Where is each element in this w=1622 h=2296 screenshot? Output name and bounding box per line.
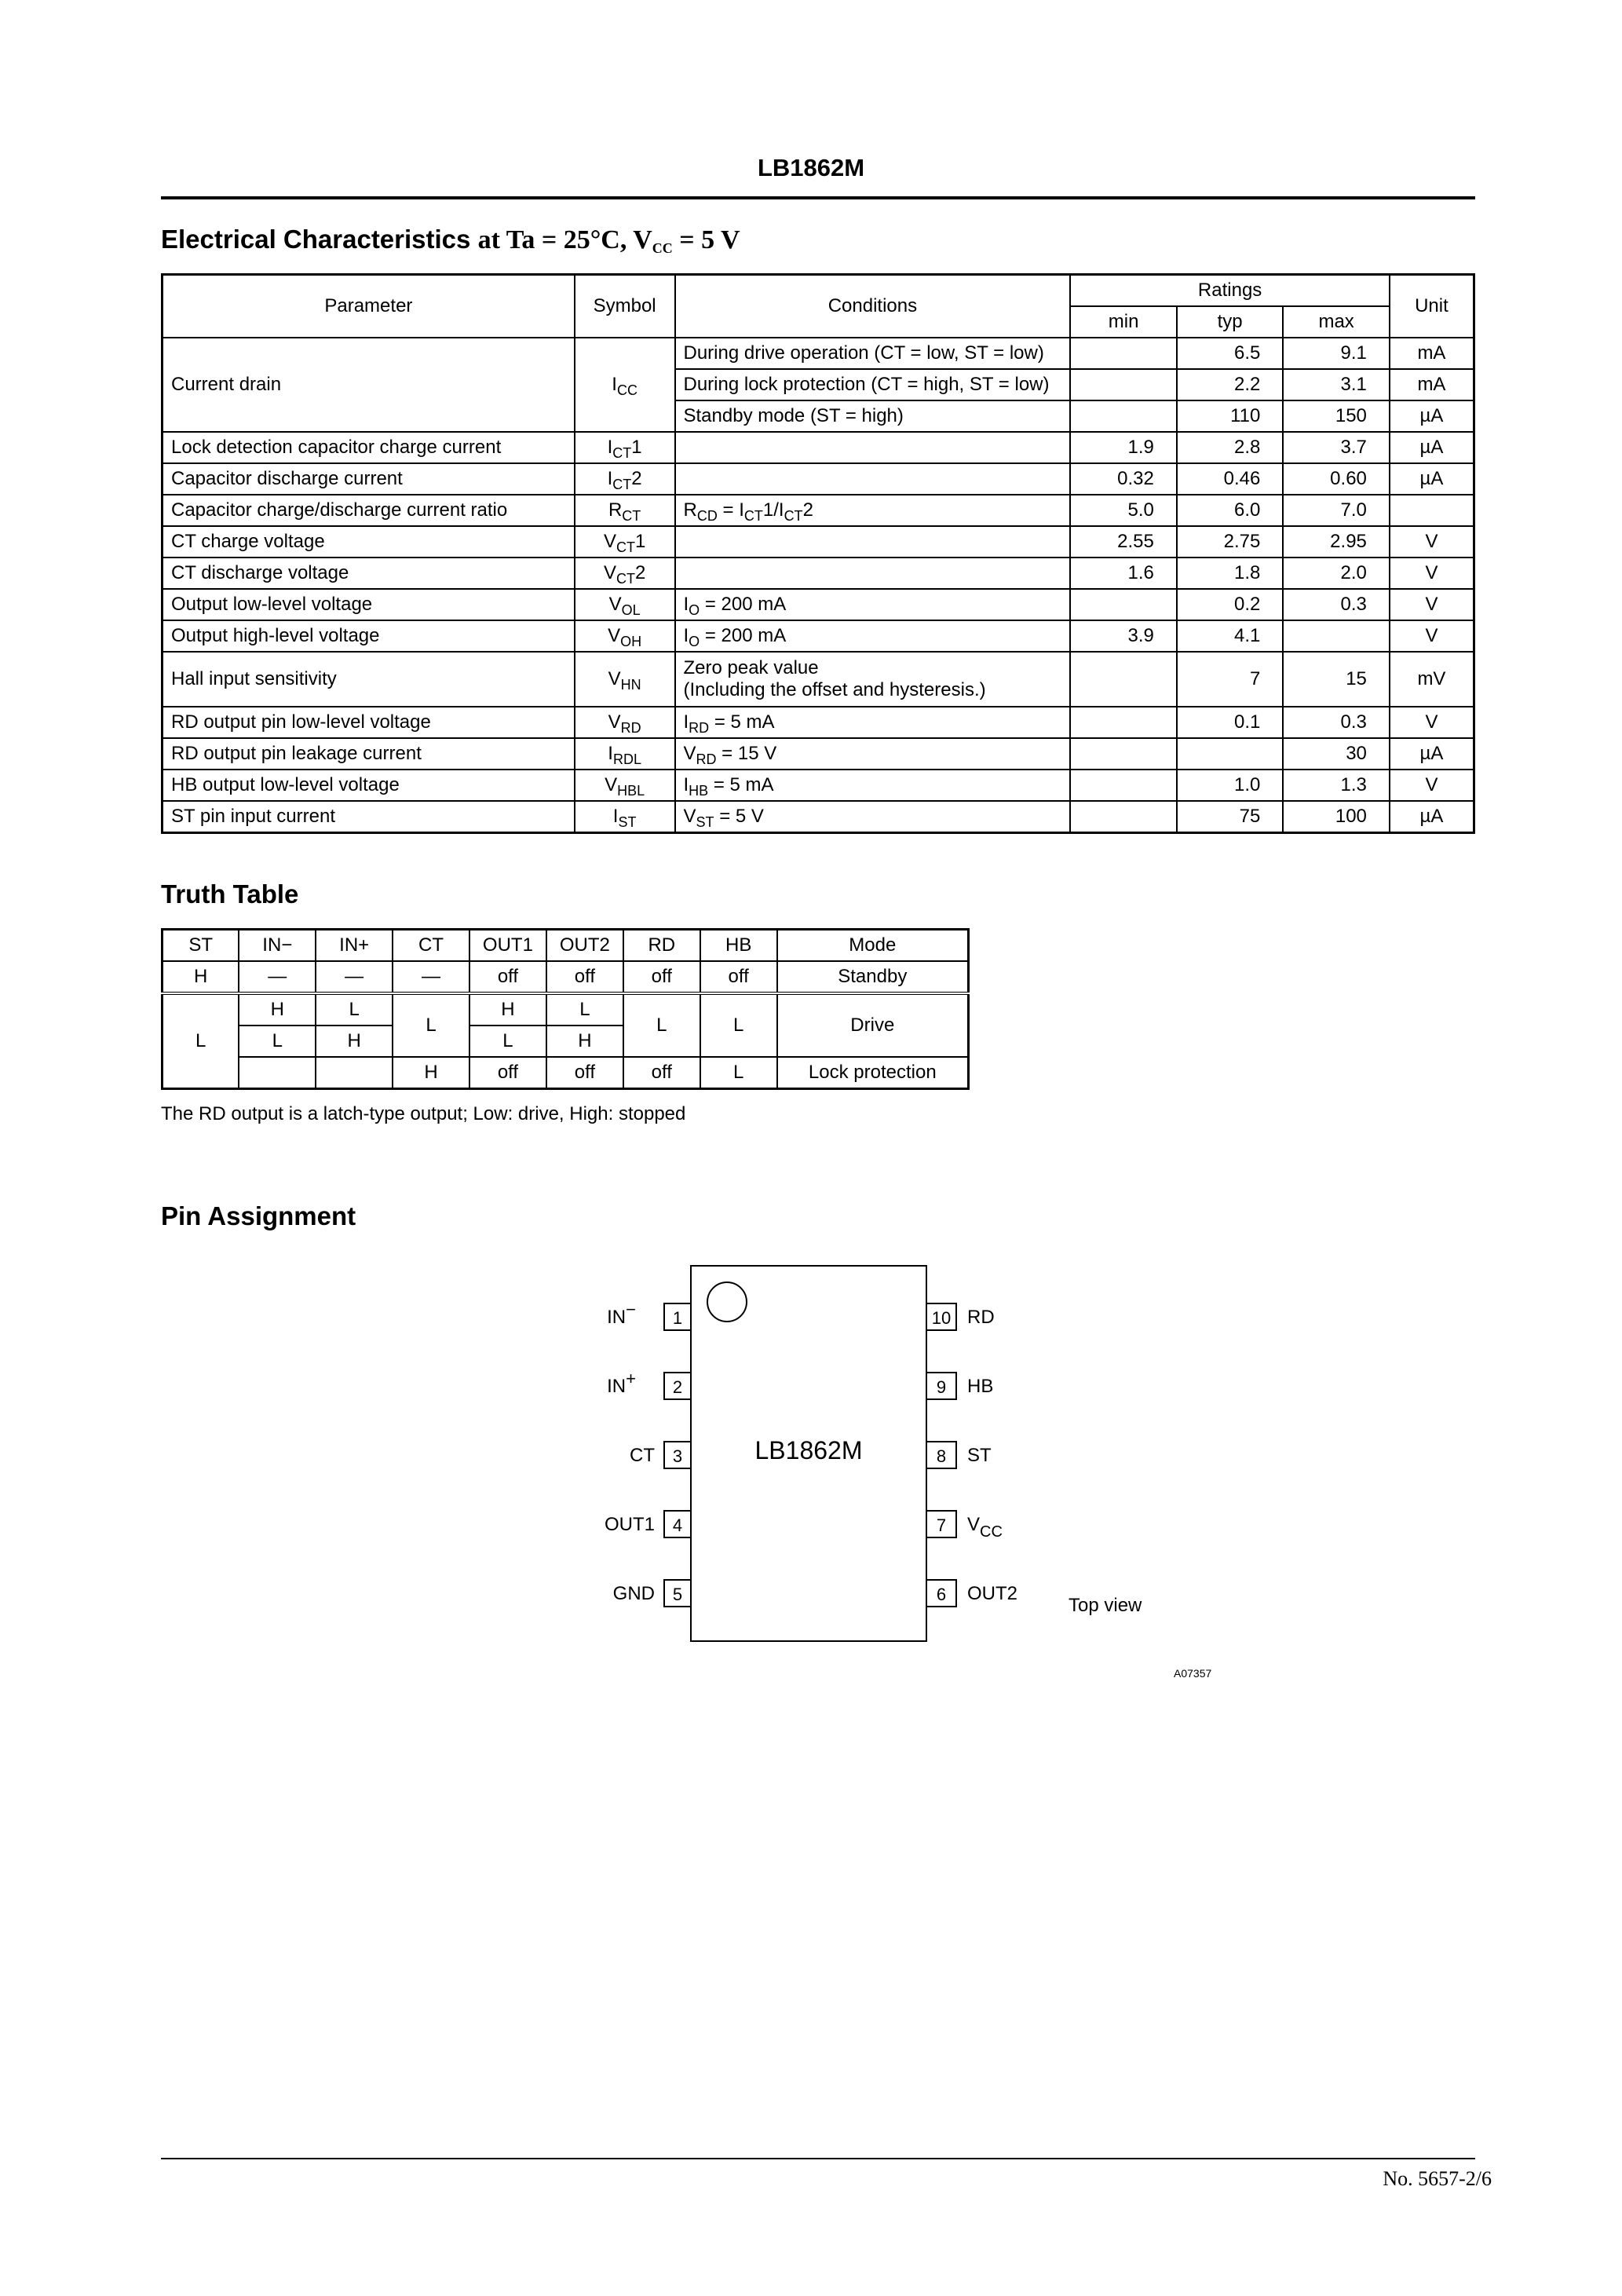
parameter-cell: Hall input sensitivity: [163, 652, 575, 707]
cell: off: [546, 961, 623, 993]
svg-text:IN−: IN−: [607, 1300, 636, 1328]
svg-text:3: 3: [672, 1446, 683, 1466]
pin-assignment-title: Pin Assignment: [161, 1201, 356, 1230]
typ-cell: 2.8: [1177, 432, 1284, 463]
typ-cell: 4.1: [1177, 620, 1284, 652]
left-pin-1: [607, 1300, 691, 1330]
cell: H: [163, 961, 239, 993]
parameter-cell: CT discharge voltage: [163, 558, 575, 589]
symbol-cell: $V_{HBL}$: [575, 770, 675, 801]
unit-cell: V: [1390, 620, 1474, 652]
header-in-plus: IN+: [316, 930, 393, 962]
unit-cell: V: [1390, 589, 1474, 620]
conditions-cell: $I_{RD} = 5$ mA: [675, 707, 1071, 738]
cell: H: [469, 993, 546, 1026]
conditions-cell: Standby mode (ST = high): [675, 400, 1071, 432]
symbol-cell: $I_{CT}2$: [575, 463, 675, 495]
right-pin-9: [926, 1373, 993, 1399]
left-pin-4: [605, 1511, 691, 1537]
typ-cell: 0.1: [1177, 707, 1284, 738]
header-rd: RD: [623, 930, 700, 962]
svg-text:4: 4: [672, 1515, 683, 1535]
cell: off: [700, 961, 777, 993]
footer-rule: [161, 2158, 1475, 2159]
min-cell: 2.55: [1070, 526, 1177, 558]
min-cell: 3.9: [1070, 620, 1177, 652]
max-cell: 30: [1283, 738, 1390, 770]
symbol-cell: $R_{CT}$: [575, 495, 675, 526]
svg-text:OUT1: OUT1: [604, 1514, 655, 1535]
min-cell: 1.6: [1070, 558, 1177, 589]
unit-cell: V: [1390, 707, 1474, 738]
svg-text:10: 10: [931, 1308, 952, 1328]
symbol-cell: $V_{OL}$: [575, 589, 675, 620]
typ-cell: 75: [1177, 801, 1284, 833]
max-cell: 0.60: [1283, 463, 1390, 495]
svg-text:RD: RD: [967, 1307, 995, 1328]
mode-cell: Lock protection: [777, 1057, 969, 1089]
symbol-cell: $V_{OH}$: [575, 620, 675, 652]
svg-text:6: 6: [936, 1585, 947, 1604]
left-pin-3: [630, 1442, 691, 1468]
header-symbol: Symbol: [575, 275, 675, 338]
max-cell: 7.0: [1283, 495, 1390, 526]
cell: H: [316, 1026, 393, 1057]
svg-text:GND: GND: [612, 1583, 655, 1604]
left-pin-5: [613, 1580, 691, 1607]
unit-cell: V: [1390, 770, 1474, 801]
header-typ: typ: [1177, 306, 1284, 338]
symbol-icc: $I_{CC}$: [575, 338, 675, 432]
conditions-cell: $I_{HB} = 5$ mA: [675, 770, 1071, 801]
conditions-cell: $I_O = 200$ mA: [675, 589, 1071, 620]
symbol-cell: $I_{CT}1$: [575, 432, 675, 463]
parameter-cell: ST pin input current: [163, 801, 575, 833]
header-ct: CT: [393, 930, 469, 962]
symbol-cell: $V_{RD}$: [575, 707, 675, 738]
conditions-cell: $R_{CD} = I_{CT}1/I_{CT}2$: [675, 495, 1071, 526]
unit-cell: µA: [1390, 738, 1474, 770]
parameter-cell: CT charge voltage: [163, 526, 575, 558]
header-st: ST: [163, 930, 239, 962]
typ-cell: 7: [1177, 652, 1284, 707]
cell: —: [393, 961, 469, 993]
cell: off: [623, 961, 700, 993]
max-cell: 100: [1283, 801, 1390, 833]
typ-cell: 0.46: [1177, 463, 1284, 495]
cell: L: [239, 1026, 316, 1057]
header-parameter: Parameter: [163, 275, 575, 338]
right-pin-8: [926, 1442, 992, 1468]
cell: off: [469, 961, 546, 993]
symbol-cell: $I_{RDL}$: [575, 738, 675, 770]
symbol-cell: $V_{CT}1$: [575, 526, 675, 558]
svg-text:2: 2: [672, 1377, 683, 1397]
svg-text:9: 9: [936, 1377, 947, 1397]
svg-text:1: 1: [672, 1308, 683, 1328]
min-cell: 5.0: [1070, 495, 1177, 526]
parameter-cell: RD output pin leakage current: [163, 738, 575, 770]
cell: H: [393, 1057, 469, 1089]
header-conditions: Conditions: [675, 275, 1071, 338]
parameter-cell: Output low-level voltage: [163, 589, 575, 620]
symbol-cell: $V_{CT}2$: [575, 558, 675, 589]
conditions-cell: During lock protection (CT = high, ST = low): [675, 369, 1071, 400]
param-current-drain: Current drain: [163, 338, 575, 432]
cell: L: [623, 993, 700, 1057]
conditions-cell: $V_{RD} = 15$ V: [675, 738, 1071, 770]
svg-text:5: 5: [672, 1585, 683, 1604]
max-cell: 2.0: [1283, 558, 1390, 589]
max-cell: 0.3: [1283, 589, 1390, 620]
svg-text:8: 8: [936, 1446, 947, 1466]
parameter-cell: Capacitor charge/discharge current ratio: [163, 495, 575, 526]
conditions-cell: $V_{ST} = 5$ V: [675, 801, 1071, 833]
cell: off: [623, 1057, 700, 1089]
max-cell: 15: [1283, 652, 1390, 707]
parameter-cell: Capacitor discharge current: [163, 463, 575, 495]
drawing-code: A07357: [1174, 1667, 1212, 1680]
svg-text:7: 7: [936, 1515, 947, 1535]
max-cell: 0.3: [1283, 707, 1390, 738]
unit-cell: µA: [1390, 801, 1474, 833]
conditions-cell: $I_O = 200$ mA: [675, 620, 1071, 652]
truth-table-note: The RD output is a latch-type output; Low: drive, High: stopped: [161, 1103, 686, 1124]
conditions-cell: Zero peak value (Including the offset and hysteresis.): [675, 652, 1071, 707]
typ-cell: 6.0: [1177, 495, 1284, 526]
electrical-title-condition: at Ta = 25°C, $V_{CC} = 5$ V: [477, 225, 740, 256]
svg-text:ST: ST: [967, 1445, 992, 1466]
cell: off: [546, 1057, 623, 1089]
unit-cell: mV: [1390, 652, 1474, 707]
symbol-cell: $V_{HN}$: [575, 652, 675, 707]
right-pin-10: [926, 1303, 995, 1330]
cell: L: [469, 1026, 546, 1057]
left-pin-2: [607, 1369, 691, 1399]
min-cell: 1.9: [1070, 432, 1177, 463]
max-cell: 9.1: [1283, 338, 1390, 369]
typ-cell: 6.5: [1177, 338, 1284, 369]
max-cell: 150: [1283, 400, 1390, 432]
cell: L: [163, 993, 239, 1089]
electrical-title-main: Electrical Characteristics: [161, 225, 471, 254]
chip-label: LB1862M: [754, 1436, 863, 1464]
typ-cell: 1.0: [1177, 770, 1284, 801]
header-max: max: [1283, 306, 1390, 338]
max-cell: 3.7: [1283, 432, 1390, 463]
header-min: min: [1070, 306, 1177, 338]
svg-text:VCC: $V_{CC}$: [967, 1514, 1003, 1541]
parameter-cell: Output high-level voltage: [163, 620, 575, 652]
cell: H: [546, 1026, 623, 1057]
pin1-marker-icon: [707, 1282, 747, 1322]
typ-cell: 2.2: [1177, 369, 1284, 400]
header-mode: Mode: [777, 930, 969, 962]
cell: L: [546, 993, 623, 1026]
parameter-cell: HB output low-level voltage: [163, 770, 575, 801]
part-number-header: LB1862M: [757, 154, 865, 181]
unit-cell: V: [1390, 558, 1474, 589]
cell: off: [469, 1057, 546, 1089]
typ-cell: 1.8: [1177, 558, 1284, 589]
cell: H: [239, 993, 316, 1026]
unit-cell: V: [1390, 526, 1474, 558]
header-hb: HB: [700, 930, 777, 962]
header-unit: Unit: [1390, 275, 1474, 338]
svg-text:HB: HB: [967, 1376, 994, 1397]
right-pin-7: [926, 1511, 1003, 1541]
header-in-minus: IN−: [239, 930, 316, 962]
document-number: No. 5657-2/6: [1383, 2167, 1492, 2190]
typ-cell: 2.75: [1177, 526, 1284, 558]
svg-text:CT: CT: [630, 1445, 655, 1466]
min-cell: 0.32: [1070, 463, 1177, 495]
typ-cell: 110: [1177, 400, 1284, 432]
cell: L: [700, 993, 777, 1057]
max-cell: 3.1: [1283, 369, 1390, 400]
typ-cell: 0.2: [1177, 589, 1284, 620]
max-cell: 1.3: [1283, 770, 1390, 801]
header-out2: OUT2: [546, 930, 623, 962]
unit-cell: mA: [1390, 369, 1474, 400]
cell: —: [316, 961, 393, 993]
mode-cell: Drive: [777, 993, 969, 1057]
unit-cell: µA: [1390, 400, 1474, 432]
right-pin-6: [926, 1580, 1017, 1607]
conditions-cell: During drive operation (CT = low, ST = low): [675, 338, 1071, 369]
svg-text:IN+: IN+: [607, 1369, 636, 1397]
max-cell: 2.95: [1283, 526, 1390, 558]
header-out1: OUT1: [469, 930, 546, 962]
svg-text:OUT2: OUT2: [967, 1583, 1018, 1604]
top-view-label: Top view: [1069, 1595, 1142, 1616]
unit-cell: µA: [1390, 463, 1474, 495]
cell: L: [316, 993, 393, 1026]
truth-table-title: Truth Table: [161, 879, 299, 909]
cell: L: [700, 1057, 777, 1089]
cell: —: [239, 961, 316, 993]
symbol-cell: $I_{ST}$: [575, 801, 675, 833]
parameter-cell: Lock detection capacitor charge current: [163, 432, 575, 463]
parameter-cell: RD output pin low-level voltage: [163, 707, 575, 738]
unit-cell: µA: [1390, 432, 1474, 463]
cell: L: [393, 993, 469, 1057]
header-ratings: Ratings: [1070, 275, 1390, 307]
mode-cell: Standby: [777, 961, 969, 993]
unit-cell: mA: [1390, 338, 1474, 369]
